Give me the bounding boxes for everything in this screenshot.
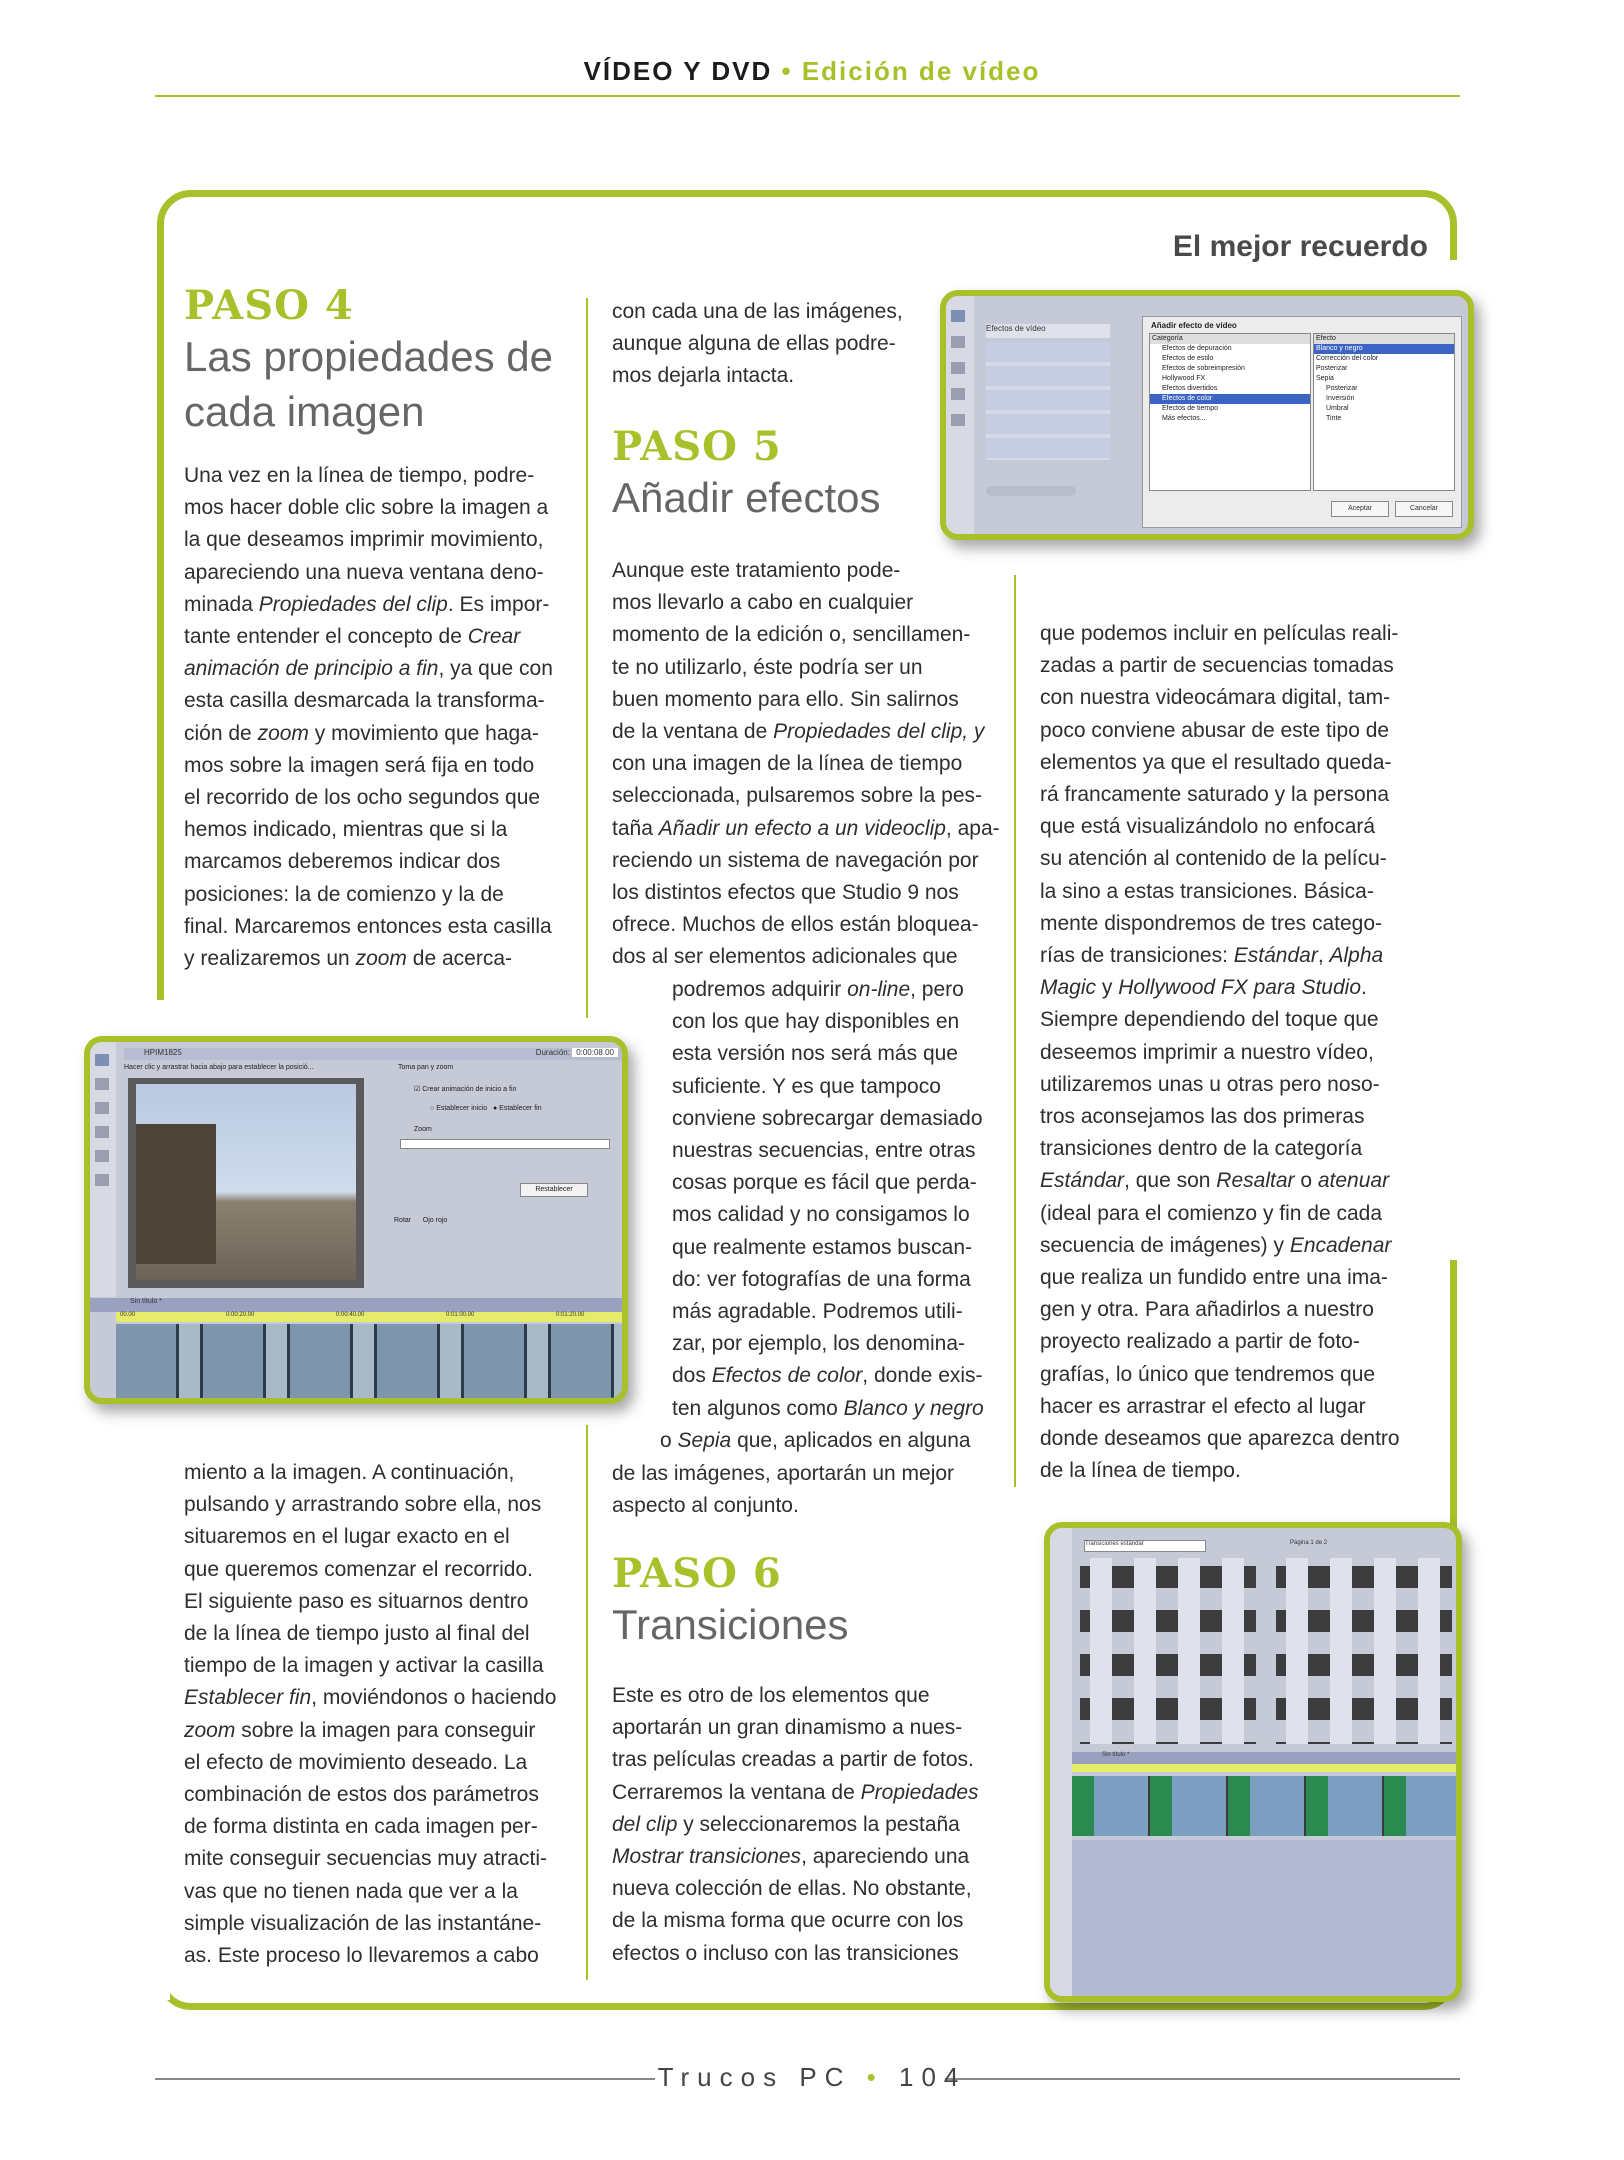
page-number: 104 xyxy=(899,2062,967,2092)
effects-toolbar xyxy=(946,296,974,534)
cancel-button[interactable]: Cancelar xyxy=(1395,501,1453,517)
transitions-grid-left[interactable] xyxy=(1080,1558,1256,1744)
preview-tower xyxy=(136,1124,216,1264)
category-list[interactable]: Categoría Efectos de depuración Efectos de estilo Efectos de sobreimpresión Hollywood FX Efectos divertidos Efectos de color Efectos de tiempo Más efectos... xyxy=(1149,333,1311,491)
screenshot-clip-properties xyxy=(84,1036,628,1404)
paso5-paragraph: Aunque este tratamiento pode- mos llevarlo a cabo en cualquier momento de la edición o, sencillamen- te no utilizarlo, éste podría ser un buen momento para ello. Sin salirnos de la ventana de Propiedades del clip, y con una imagen de la línea de tiempo seleccionada, pulsaremos sobre la pes- taña Añadir un efecto a un videoclip, apa- reciendo un sistema de navegación por los distintos efectos que Studio 9 nos ofrece. Muchos de ellos están bloquea- dos al ser elementos adicionales que xyxy=(612,559,1000,969)
paso5-title: Añadir efectos xyxy=(612,474,881,521)
dialog-title: Añadir efecto de vídeo xyxy=(1151,321,1237,330)
effects-slider[interactable] xyxy=(986,486,1076,496)
transitions-dropdown[interactable]: Transiciones estándar xyxy=(1084,1540,1206,1552)
clip-preview[interactable] xyxy=(128,1078,364,1288)
paso5-number: PASO 5 xyxy=(612,423,782,470)
paso5-paragraph-end: de las imágenes, aportarán un mejor aspecto al conjunto. xyxy=(612,1462,955,1518)
transitions-grid-right[interactable] xyxy=(1276,1558,1452,1744)
column-rule-1a xyxy=(586,298,588,1018)
trans-timeline-ruler xyxy=(1072,1764,1462,1772)
paso4-paragraph-2: miento a la imagen. A continuación, pulsando y arrastrando sobre ella, nos situaremos en el lugar exacto en el que queremos comenzar el recorrido. El siguiente paso es situarnos dentro de la línea de tiempo justo al final del tiempo de la imagen y activar la casilla Establecer fin, moviéndonos o haciendo zoom sobre la imagen para conseguir el efecto de movimiento deseado. La combinación de estos dos parámetros de forma distinta en cada imagen per- mite conseguir secuencias muy atracti- vas que no tienen nada que ver a la simple visualización de las instantáne- as. Este proceso lo llevaremos a cabo xyxy=(184,1461,557,1968)
clip-toolbar xyxy=(90,1042,116,1297)
footer xyxy=(0,2062,1624,2093)
paso4-heading xyxy=(184,282,584,439)
trans-timeline-clips[interactable] xyxy=(1072,1776,1462,1836)
paso6-heading xyxy=(612,1550,1002,1652)
reset-button[interactable]: Restablecer xyxy=(520,1183,588,1197)
paso5-paragraph-indented: podremos adquirir on-line, pero con los que hay disponibles en esta versión nos será más que suficiente. Y es que tampoco conviene sobrecargar demasiado nuestras secuencias, entre otras cosas porque es fácil que perda- mos calidad y no consigamos lo que realmente estamos buscan- do: ver fotografías de una forma más agradable. Podremos utili- zar, por ejemplo, los denomina- dos Efectos de color, donde exis- ten algunos como Blanco y negro o Sepia que, aplicados en alguna xyxy=(660,978,984,1452)
col3-paragraph: que podemos incluir en películas reali- zadas a partir de secuencias tomadas con nuestra videocámara digital, tam- poco conviene abusar de este tipo de elementos ya que el resultado queda- rá francamente saturado y la persona que está visualizándolo no enfocará su atención al contenido de la pelícu- la sino a estas transiciones. Básica- mente dispondremos de tres catego- rías de transiciones: Estándar, Alpha Magic y Hollywood FX para Studio. Siempre dependiendo del toque que deseemos imprimir a nuestro vídeo, utilizaremos unas u otras pero noso- tros aconsejamos las dos primeras transiciones dentro de la categoría Estándar, que son Resaltar o atenuar (ideal para el comienzo y fin de cada secuencia de imágenes) y Encadenar que realiza un fundido entre una ima- gen y otra. Para añadirlos a nuestro proyecto realizado a partir de foto- grafías, lo único que tendremos que hacer es arrastrar el efecto al lugar donde deseamos que aparezca dentro de la línea de tiempo. xyxy=(1040,622,1400,1483)
clip-name-bar: HPIM1825 Duración: 0:00:08.00 xyxy=(124,1048,624,1060)
ok-button[interactable]: Aceptar xyxy=(1331,501,1389,517)
paso6-paragraph: Este es otro de los elementos que aportarán un gran dinamismo a nues- tras películas creadas a partir de fotos. Cerraremos la ventana de Propiedades del clip y seleccionaremos la pestaña Mostrar transiciones, apareciendo una nueva colección de ellas. No obstante, de la misma forma que ocurre con los efectos o incluso con las transiciones xyxy=(612,1684,979,1965)
panzoom-panel: Toma pan y zoom ☑ Crear animación de inicio a fin ○ Establecer inicio ● Establecer fin Zoom Restablecer Rotar Ojo rojo xyxy=(390,1064,620,1284)
transitions-page: Página 1 de 2 xyxy=(1290,1540,1328,1546)
screenshot-effects xyxy=(940,290,1474,540)
effects-left-title: Efectos de vídeo xyxy=(986,324,1110,338)
column-rule-2 xyxy=(1014,575,1016,1487)
timeline-header: Sin título * xyxy=(90,1298,622,1312)
header-subsection: Edición de vídeo xyxy=(801,56,1041,86)
paso4-title-line1: Las propiedades de xyxy=(184,333,553,380)
trans-timeline-header: Sin título * xyxy=(1072,1752,1462,1764)
box-title: El mejor recuerdo xyxy=(1165,230,1436,264)
timeline-ruler: 00.00 0:00:20.00 0:00:40.00 0:01:00.00 0:01:20.00 xyxy=(116,1312,626,1322)
screenshot-transitions xyxy=(1044,1522,1462,2002)
paso6-number: PASO 6 xyxy=(612,1550,782,1597)
paso4-paragraph-1: Una vez en la línea de tiempo, podre- mos hacer doble clic sobre la imagen a la que deseamos imprimir movimiento, apareciendo una nueva ventana deno- minada Propiedades del clip. Es impor- tante entender el concepto de Crear animación de principio a fin, ya que con esta casilla desmarcada la transforma- ción de zoom y movimiento que haga- mos sobre la imagen será fija en todo el recorrido de los ocho segundos que hemos indicado, mientras que si la marcamos deberemos indicar dos posiciones: la de comienzo y la de final. Marcaremos entonces esta casilla y realizaremos un zoom de acerca- xyxy=(184,464,553,971)
paso4-title-line2: cada imagen xyxy=(184,388,425,435)
trans-toolbar xyxy=(1050,1528,1072,1996)
preview-image xyxy=(136,1084,356,1280)
header-separator: • xyxy=(781,56,793,86)
running-header xyxy=(0,56,1624,87)
col2-top-text: con cada una de las imágenes, aunque alguna de ellas podre- mos dejarla intacta. xyxy=(612,300,903,388)
footer-separator: • xyxy=(866,2062,884,2092)
column-rule-1b xyxy=(586,1425,588,1980)
trans-timeline-tracks xyxy=(1072,1840,1462,2000)
clip-hint: Hacer clic y arrastrar hacia abajo para establecer la posició... xyxy=(124,1064,314,1071)
add-effect-dialog xyxy=(1142,316,1462,528)
header-rule xyxy=(155,95,1460,97)
paso6-title: Transiciones xyxy=(612,1601,849,1648)
effect-list[interactable]: Efecto Blanco y negro Corrección del color Posterizar Sepia Posterizar Inversión Umbral Tinte xyxy=(1313,333,1455,491)
timeline-clips[interactable] xyxy=(116,1324,626,1398)
footer-title: Trucos PC xyxy=(657,2062,852,2092)
paso4-number: PASO 4 xyxy=(184,282,354,329)
effects-left-list xyxy=(986,342,1110,460)
zoom-slider[interactable] xyxy=(400,1139,610,1149)
header-section: VÍDEO Y DVD xyxy=(583,56,773,86)
